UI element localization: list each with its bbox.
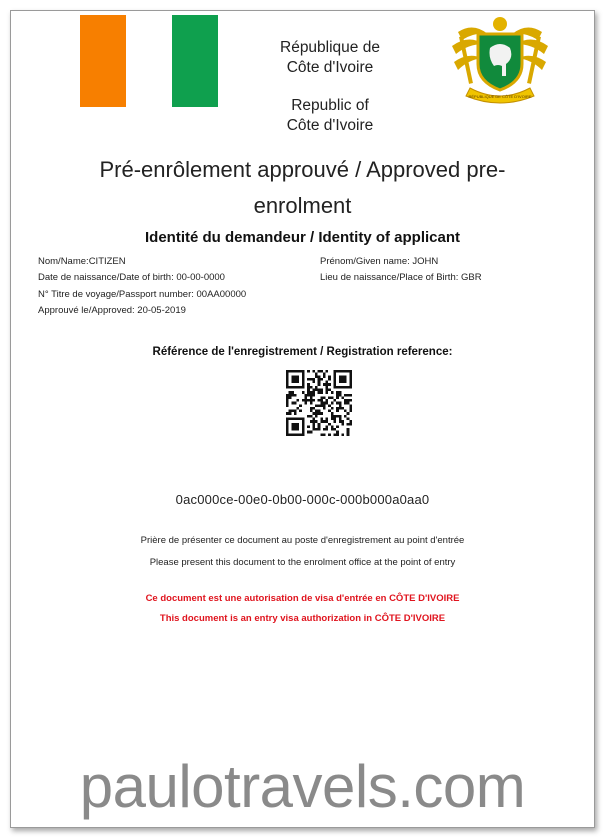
applicant-section-title: Identité du demandeur / Identity of applicant xyxy=(144,229,461,246)
registration-reference-code: 0ac000ce-00e0-0b00-000c-000b000a0aa0 xyxy=(175,492,430,507)
approved-label: Approuvé le/Approved: xyxy=(38,305,135,316)
applicant-approved-field xyxy=(38,305,186,316)
flag-green-stripe xyxy=(172,15,218,107)
visa-warning-fr: Ce document est une autorisation de visa d'entrée en CÔTE D'IVOIRE xyxy=(145,593,460,604)
passport-value: 00AA00000 xyxy=(196,289,247,300)
country-en-line2: Côte d'Ivoire xyxy=(286,117,374,134)
instruction-en: Please present this document to the enrolment office at the point of entry xyxy=(149,557,456,568)
applicant-dob-field xyxy=(38,272,225,283)
country-name-fr xyxy=(260,38,400,78)
dob-label: Date de naissance/Date of birth: xyxy=(38,272,174,283)
emblem-ribbon-text: RÉPUBLIQUE DE CÔTE D'IVOIRE xyxy=(468,94,532,99)
approved-value: 20-05-2019 xyxy=(137,305,186,316)
registration-reference-title: Référence de l'enregistrement / Registration reference: xyxy=(152,346,453,358)
coat-of-arms-emblem-icon xyxy=(448,12,552,106)
applicant-name-field xyxy=(38,256,126,267)
country-fr-line1: République de xyxy=(280,39,380,56)
pob-value: GBR xyxy=(461,272,482,283)
flag-white-stripe xyxy=(126,15,172,107)
qr-code-icon xyxy=(286,370,352,436)
document-title-line2: enrolment xyxy=(253,193,352,218)
given-name-label: Prénom/Given name: xyxy=(320,256,410,267)
given-name-value: JOHN xyxy=(412,256,439,267)
applicant-given-name-field xyxy=(320,256,438,267)
flag-orange-stripe xyxy=(80,15,126,107)
country-fr-line2: Côte d'Ivoire xyxy=(286,59,374,76)
dob-value: 00-00-0000 xyxy=(176,272,225,283)
country-name-en xyxy=(260,96,400,136)
name-value: CITIZEN xyxy=(88,256,126,267)
applicant-passport-field xyxy=(38,289,246,300)
document-title-line1: Pré-enrôlement approuvé / Approved pre- xyxy=(99,157,506,182)
watermark-text: paulotravels.com xyxy=(79,753,526,820)
document-title xyxy=(40,152,565,224)
passport-label: N° Titre de voyage/Passport number: xyxy=(38,289,194,300)
instruction-fr: Prière de présenter ce document au poste d'enregistrement au point d'entrée xyxy=(140,535,465,546)
applicant-pob-field xyxy=(320,272,482,283)
pob-label: Lieu de naissance/Place of Birth: xyxy=(320,272,459,283)
name-label: Nom/Name: xyxy=(38,256,89,267)
country-en-line1: Republic of xyxy=(291,97,369,114)
visa-warning-en: This document is an entry visa authorization in CÔTE D'IVOIRE xyxy=(159,613,446,624)
